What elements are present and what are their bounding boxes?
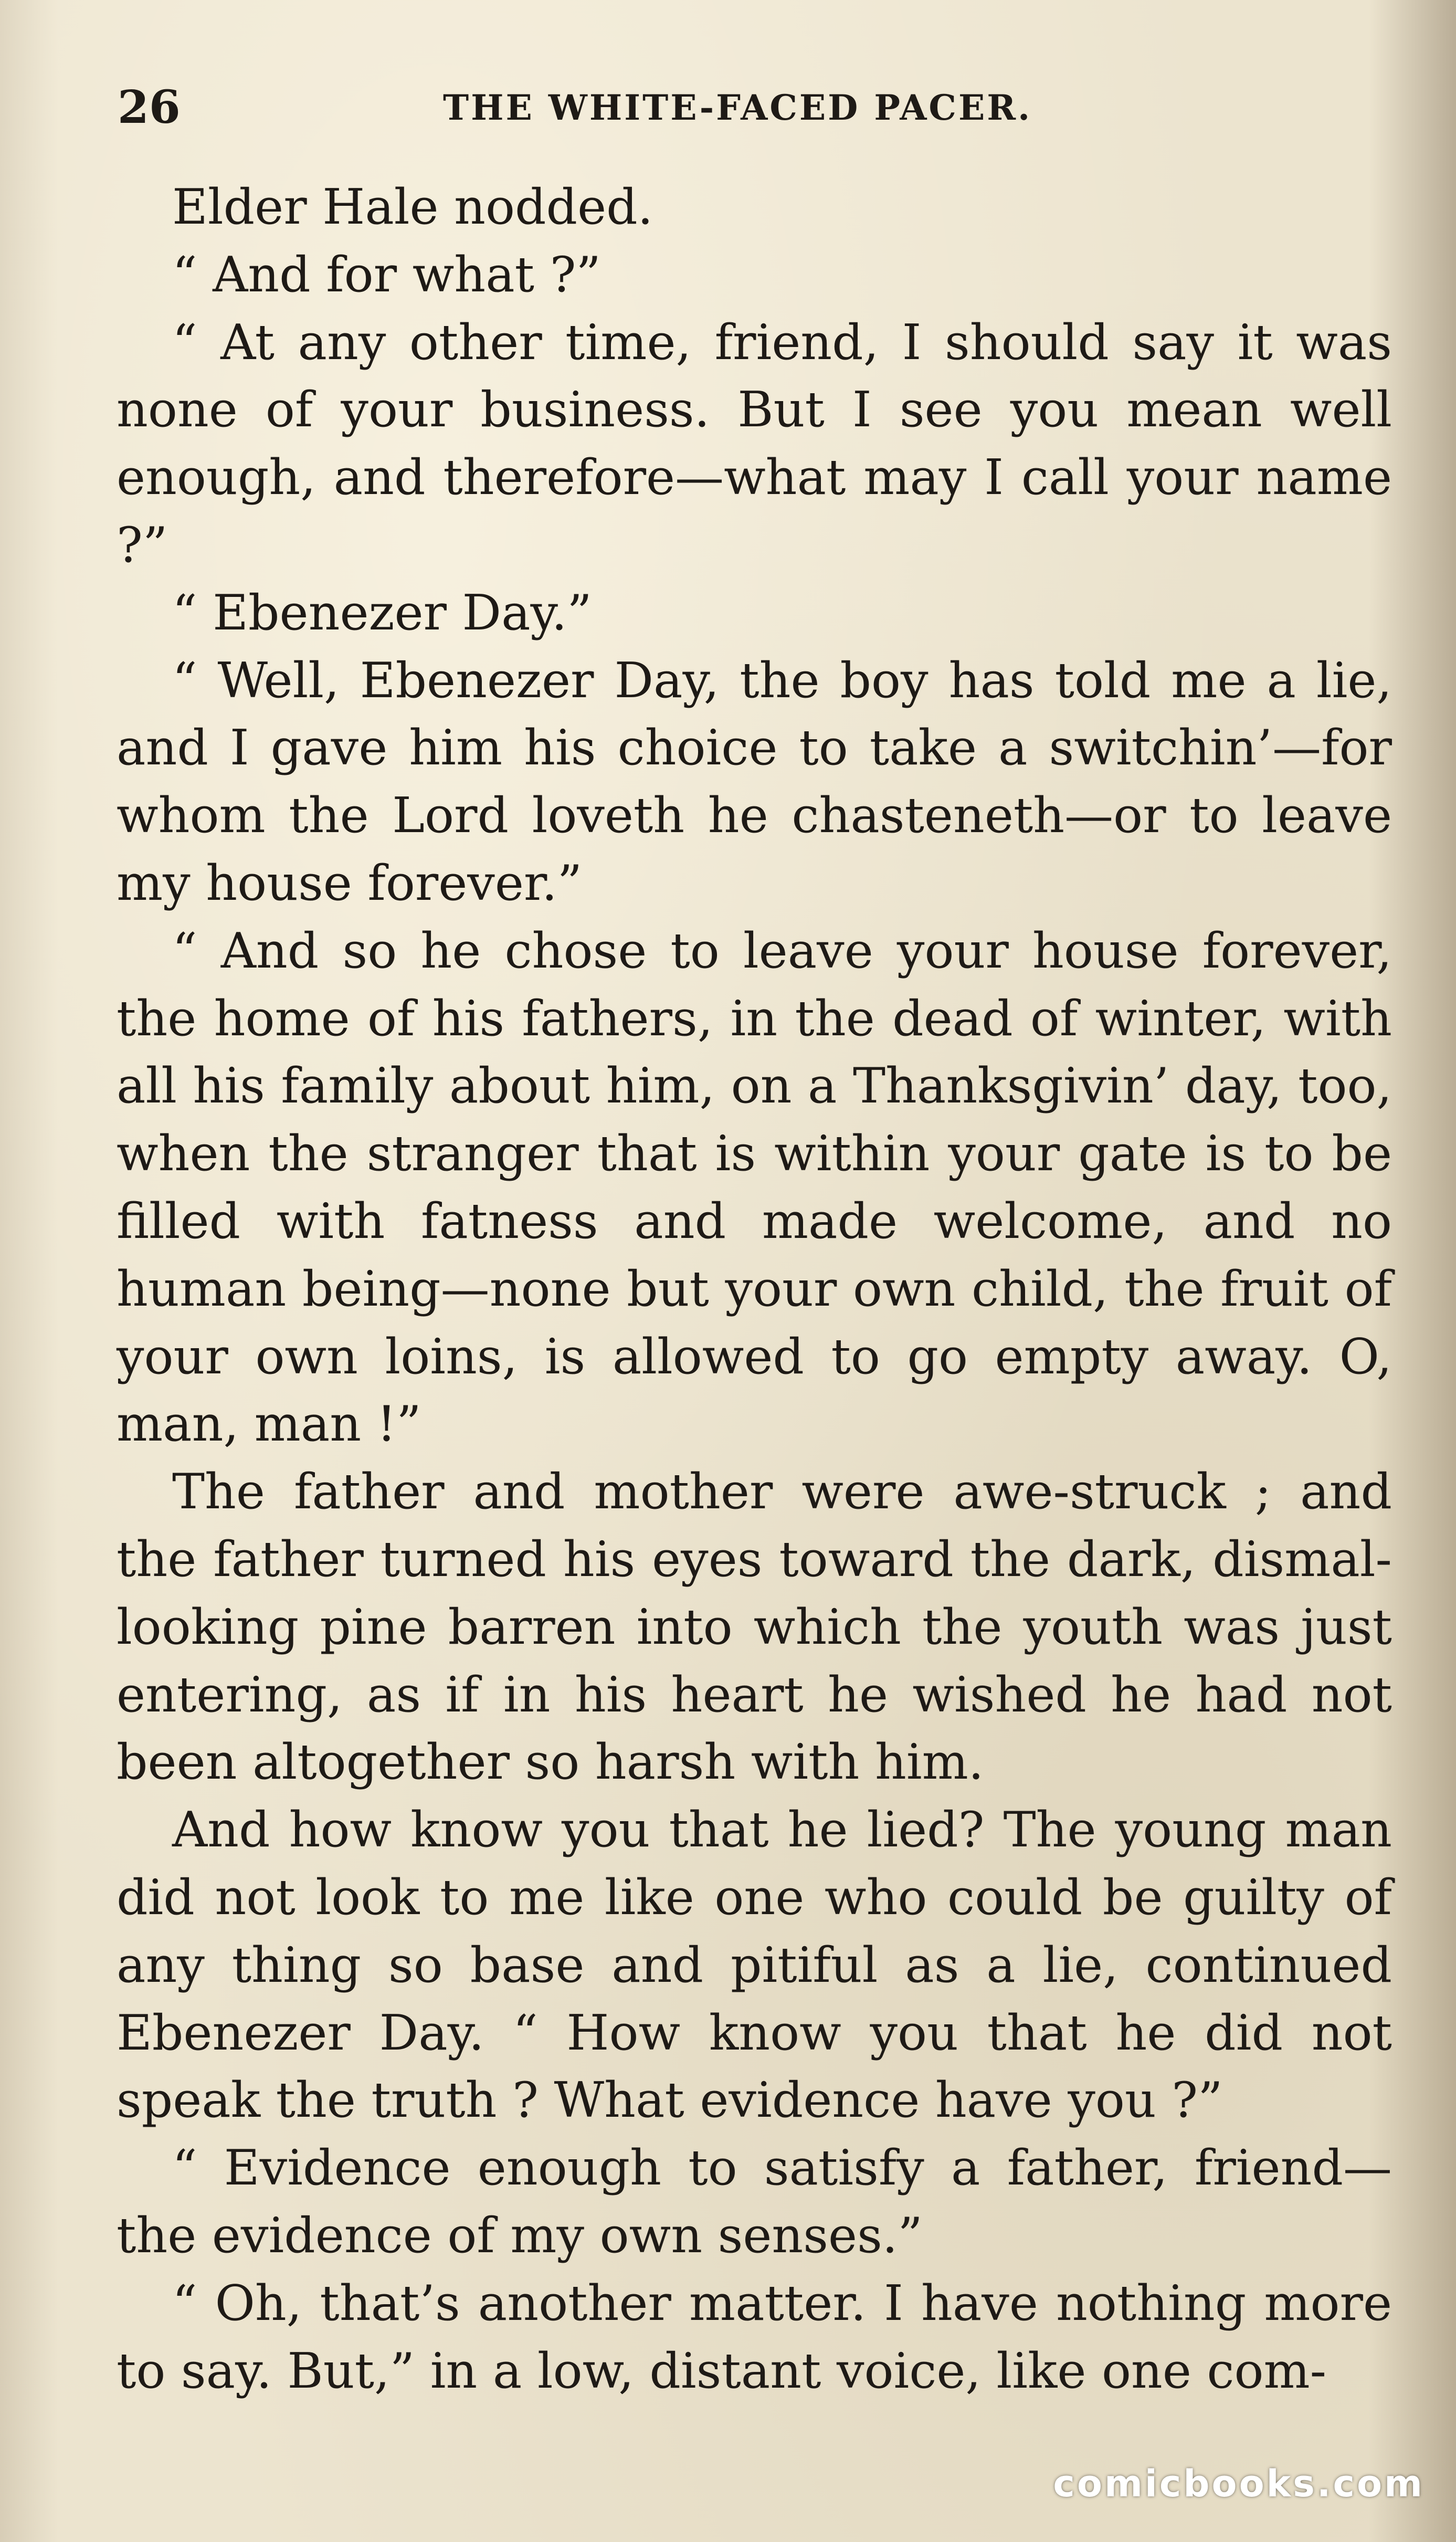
running-title: THE WHITE-FACED PACER. <box>443 87 1032 128</box>
paragraph: And how know you that he lied? The young man did not look to me like one who could be guilty of any thing so base and pitiful as a lie, continued Ebenezer Day. “ How know you that he did not speak the truth ? What evidence have you ?” <box>117 1801 1392 2129</box>
paragraph: “ Ebenezer Day.” <box>172 584 592 641</box>
paragraph: “ Evidence enough to satisfy a father, friend—the evidence of my own senses.” <box>117 2139 1392 2264</box>
page-header <box>118 79 1393 136</box>
paragraph: “ At any other time, friend, I should say it was none of your business. But I see you mean well enough, and therefore—what may I call your name ?” <box>117 313 1392 573</box>
paragraph: “ Oh, that’s another matter. I have nothing more to say. But,” in a low, distant voice, like one com- <box>117 2274 1392 2399</box>
paragraph: The father and mother were awe-struck ; and the father turned his eyes toward the dark, dismal-looking pine barren into which the youth was just entering, as if in his heart he wished he had not been altogether so harsh with him. <box>117 1463 1392 1791</box>
page-number: 26 <box>118 81 181 134</box>
paragraph: “ Well, Ebenezer Day, the boy has told me a lie, and I gave him his choice to take a switchin’—for whom the Lord loveth he chasteneth—or to leave my house forever.” <box>117 652 1392 911</box>
body-text <box>117 173 1392 2404</box>
watermark: comicbooks.com <box>1053 2462 1425 2505</box>
paragraph: “ And for what ?” <box>172 246 601 303</box>
paragraph: Elder Hale nodded. <box>172 178 653 235</box>
paragraph: “ And so he chose to leave your house forever, the home of his fathers, in the dead of winter, with all his family about him, on a Thanksgivin’ day, too, when the stranger that is within your gate is to be filled with fatness and made welcome, and no human being—none but your own child, the fruit of your own loins, is allowed to go empty away. O, man, man !” <box>117 922 1392 1453</box>
